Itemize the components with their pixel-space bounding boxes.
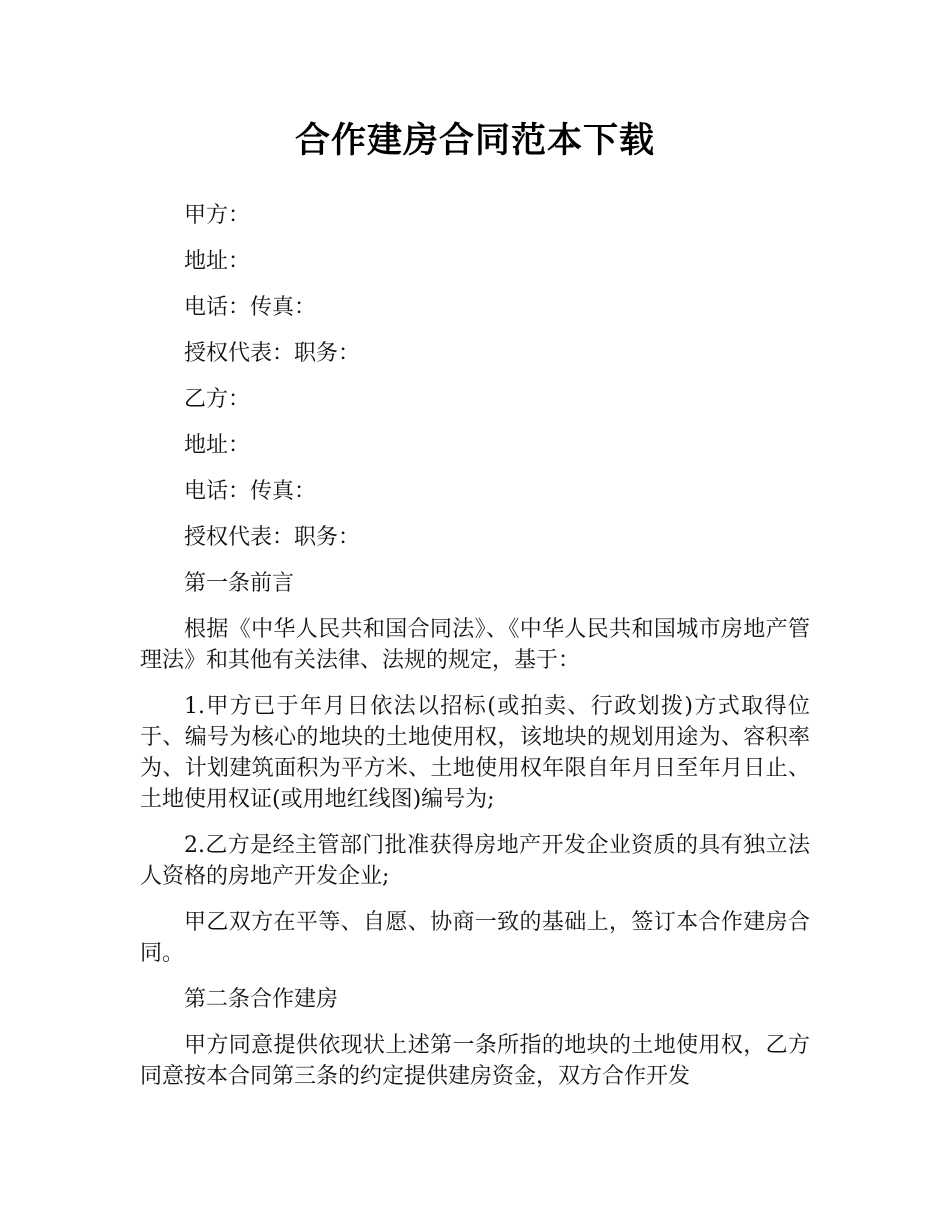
party-a-phone-fax: 电话：传真： (184, 295, 317, 320)
article-1-intro-paragraph: 根据《中华人民共和国合同法》、《中华人民共和国城市房地产管理法》和其他有关法律、法规的规定，基于： (140, 617, 810, 673)
article-2-heading: 第二条合作建房 (184, 987, 339, 1012)
party-a-label: 甲方： (184, 203, 251, 228)
party-b-phone-fax: 电话：传真： (184, 479, 317, 504)
document-body (140, 200, 810, 1107)
article-1-agreement-paragraph: 甲乙双方在平等、自愿、协商一致的基础上，签订本合作建房合同。 (140, 910, 810, 966)
party-b-label: 乙方： (184, 387, 251, 412)
article-1-clause-2: 2.乙方是经主管部门批准获得房地产开发企业资质的具有独立法人资格的房地产开发企业; (140, 833, 810, 889)
article-2-paragraph: 甲方同意提供依现状上述第一条所指的地块的土地使用权，乙方同意按本合同第三条的约定提供建房资金，双方合作开发 (140, 1033, 810, 1089)
party-a-representative: 授权代表：职务： (184, 341, 361, 366)
party-b-representative: 授权代表：职务： (184, 525, 361, 550)
article-1-heading: 第一条前言 (184, 571, 295, 596)
document-title: 合作建房合同范本下载 (294, 121, 655, 161)
article-1-clause-1: 1.甲方已于年月日依法以招标(或拍卖、行政划拨)方式取得位于、编号为核心的地块的土地使用权，该地块的规划用途为、容积率为、计划建筑面积为平方米、土地使用权年限自年月日至年月日止、土地使用权证(或用地红线图)编号为; (140, 694, 810, 812)
party-b-address: 地址： (184, 433, 251, 458)
party-a-address: 地址： (184, 249, 251, 274)
